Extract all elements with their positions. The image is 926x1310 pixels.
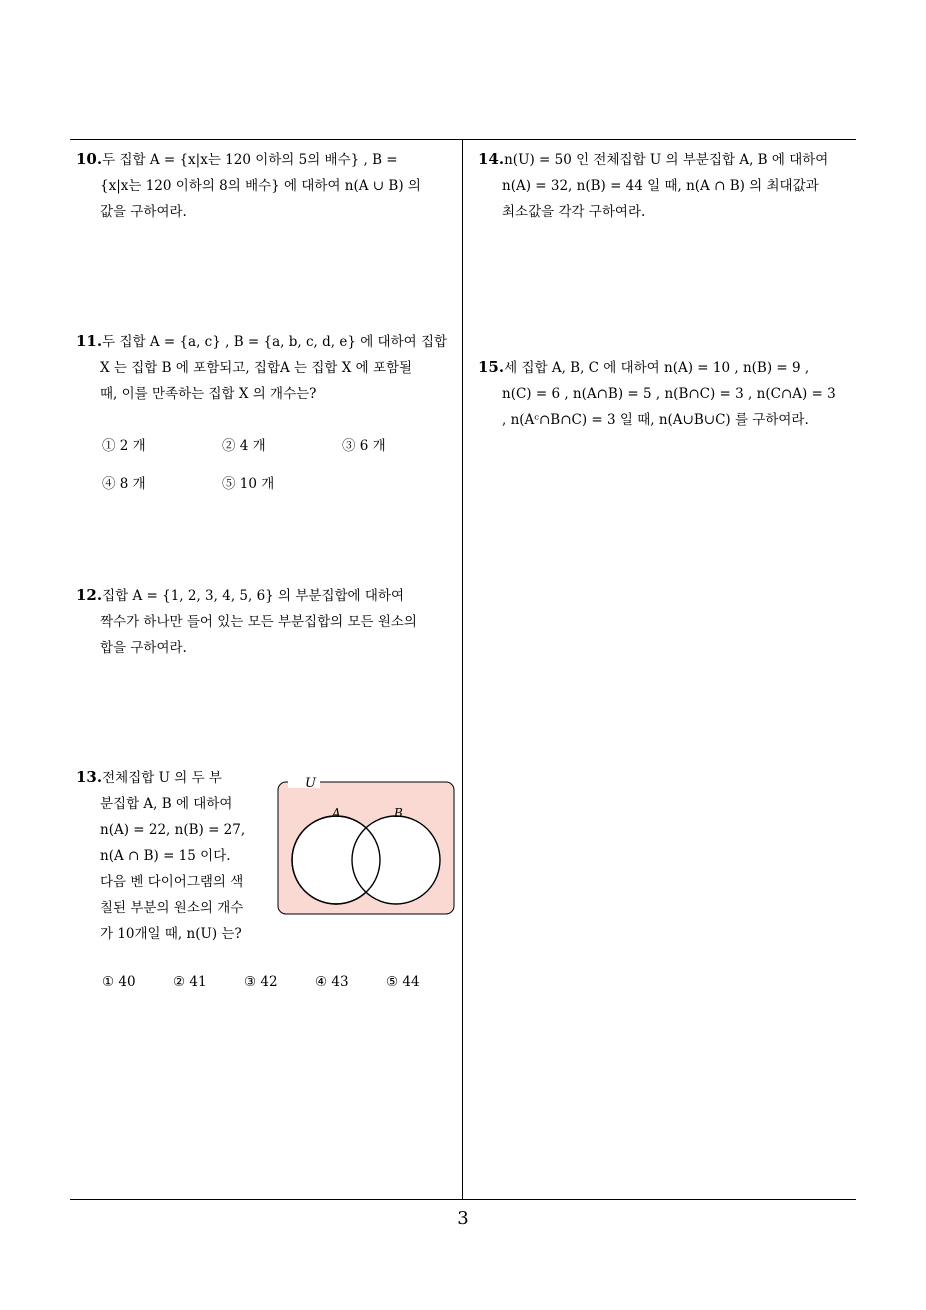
question-number: 12. bbox=[76, 586, 103, 604]
choice-1[interactable]: ① 40 bbox=[102, 974, 136, 990]
question-text-line: n(U) = 50 인 전체집합 U 의 부분집합 A, B 에 대하여 bbox=[504, 152, 829, 168]
choice-5[interactable]: ⑤ 10 개 bbox=[222, 476, 275, 492]
question-number: 13. bbox=[76, 768, 103, 786]
question-number: 11. bbox=[76, 332, 103, 350]
choice-3[interactable]: ③ 42 bbox=[244, 974, 278, 990]
column-divider bbox=[462, 139, 463, 1200]
question-number: 14. bbox=[478, 150, 505, 168]
question-text-line: 때, 이를 만족하는 집합 X 의 개수는? bbox=[100, 386, 317, 402]
set-b-label: B bbox=[394, 806, 403, 820]
question-text-line: 가 10개일 때, n(U) 는? bbox=[100, 926, 242, 942]
choice-5[interactable]: ⑤ 44 bbox=[386, 974, 420, 990]
question-14 bbox=[478, 146, 860, 225]
question-text-line: 다음 벤 다이어그램의 색 bbox=[100, 874, 244, 890]
choice-4[interactable]: ④ 43 bbox=[315, 974, 349, 990]
choice-4[interactable]: ④ 8 개 bbox=[102, 476, 146, 492]
question-number: 10. bbox=[76, 150, 103, 168]
venn-diagram bbox=[270, 770, 460, 920]
choice-3[interactable]: ③ 6 개 bbox=[342, 438, 386, 454]
question-text-line: n(A ∩ B) = 15 이다. bbox=[100, 848, 231, 864]
question-13 bbox=[76, 764, 266, 947]
choice-1[interactable]: ① 2 개 bbox=[102, 438, 146, 454]
universe-label: U bbox=[305, 776, 316, 791]
question-12 bbox=[76, 582, 458, 661]
question-15 bbox=[478, 354, 860, 433]
choice-2[interactable]: ② 41 bbox=[173, 974, 207, 990]
question-text-line: 값을 구하여라. bbox=[100, 204, 187, 220]
set-a-label: A bbox=[332, 806, 341, 820]
page-number: 3 bbox=[457, 1208, 469, 1229]
question-text-line: n(A) = 22, n(B) = 27, bbox=[100, 822, 246, 838]
question-text-line: 두 집합 A = {a, c} , B = {a, b, c, d, e} 에 대하여 집합 bbox=[102, 334, 448, 350]
question-text-line: , n(Aᶜ∩B∩C) = 3 일 때, n(A∪B∪C) 를 구하여라. bbox=[502, 412, 809, 428]
question-text-line: 칠된 부분의 원소의 개수 bbox=[100, 900, 244, 916]
question-text-line: 짝수가 하나만 들어 있는 모든 부분집합의 모든 원소의 bbox=[100, 614, 417, 630]
question-text-line: 세 집합 A, B, C 에 대하여 n(A) = 10 , n(B) = 9 , bbox=[504, 360, 810, 376]
question-number: 15. bbox=[478, 358, 505, 376]
question-text-line: 합을 구하여라. bbox=[100, 640, 187, 656]
question-11 bbox=[76, 328, 458, 407]
question-text-line: n(C) = 6 , n(A∩B) = 5 , n(B∩C) = 3 , n(C∩A) = 3 bbox=[502, 386, 836, 402]
set-b-circle bbox=[352, 816, 440, 904]
bottom-rule bbox=[70, 1199, 856, 1200]
question-text-line: 집합 A = {1, 2, 3, 4, 5, 6} 의 부분집합에 대하여 bbox=[102, 588, 404, 604]
question-text-line: {x|x는 120 이하의 8의 배수} 에 대하여 n(A ∪ B) 의 bbox=[100, 178, 421, 194]
question-text-line: 두 집합 A = {x|x는 120 이하의 5의 배수} , B = bbox=[102, 152, 398, 168]
question-text-line: X 는 집합 B 에 포함되고, 집합A 는 집합 X 에 포함될 bbox=[100, 360, 413, 376]
question-text-line: 분집합 A, B 에 대하여 bbox=[100, 796, 233, 812]
question-text-line: n(A) = 32, n(B) = 44 일 때, n(A ∩ B) 의 최대값과 bbox=[502, 178, 819, 194]
question-10 bbox=[76, 146, 458, 225]
question-text-line: 전체집합 U 의 두 부 bbox=[102, 770, 222, 786]
top-rule bbox=[70, 139, 856, 140]
question-text-line: 최소값을 각각 구하여라. bbox=[502, 204, 646, 220]
choice-2[interactable]: ② 4 개 bbox=[222, 438, 266, 454]
